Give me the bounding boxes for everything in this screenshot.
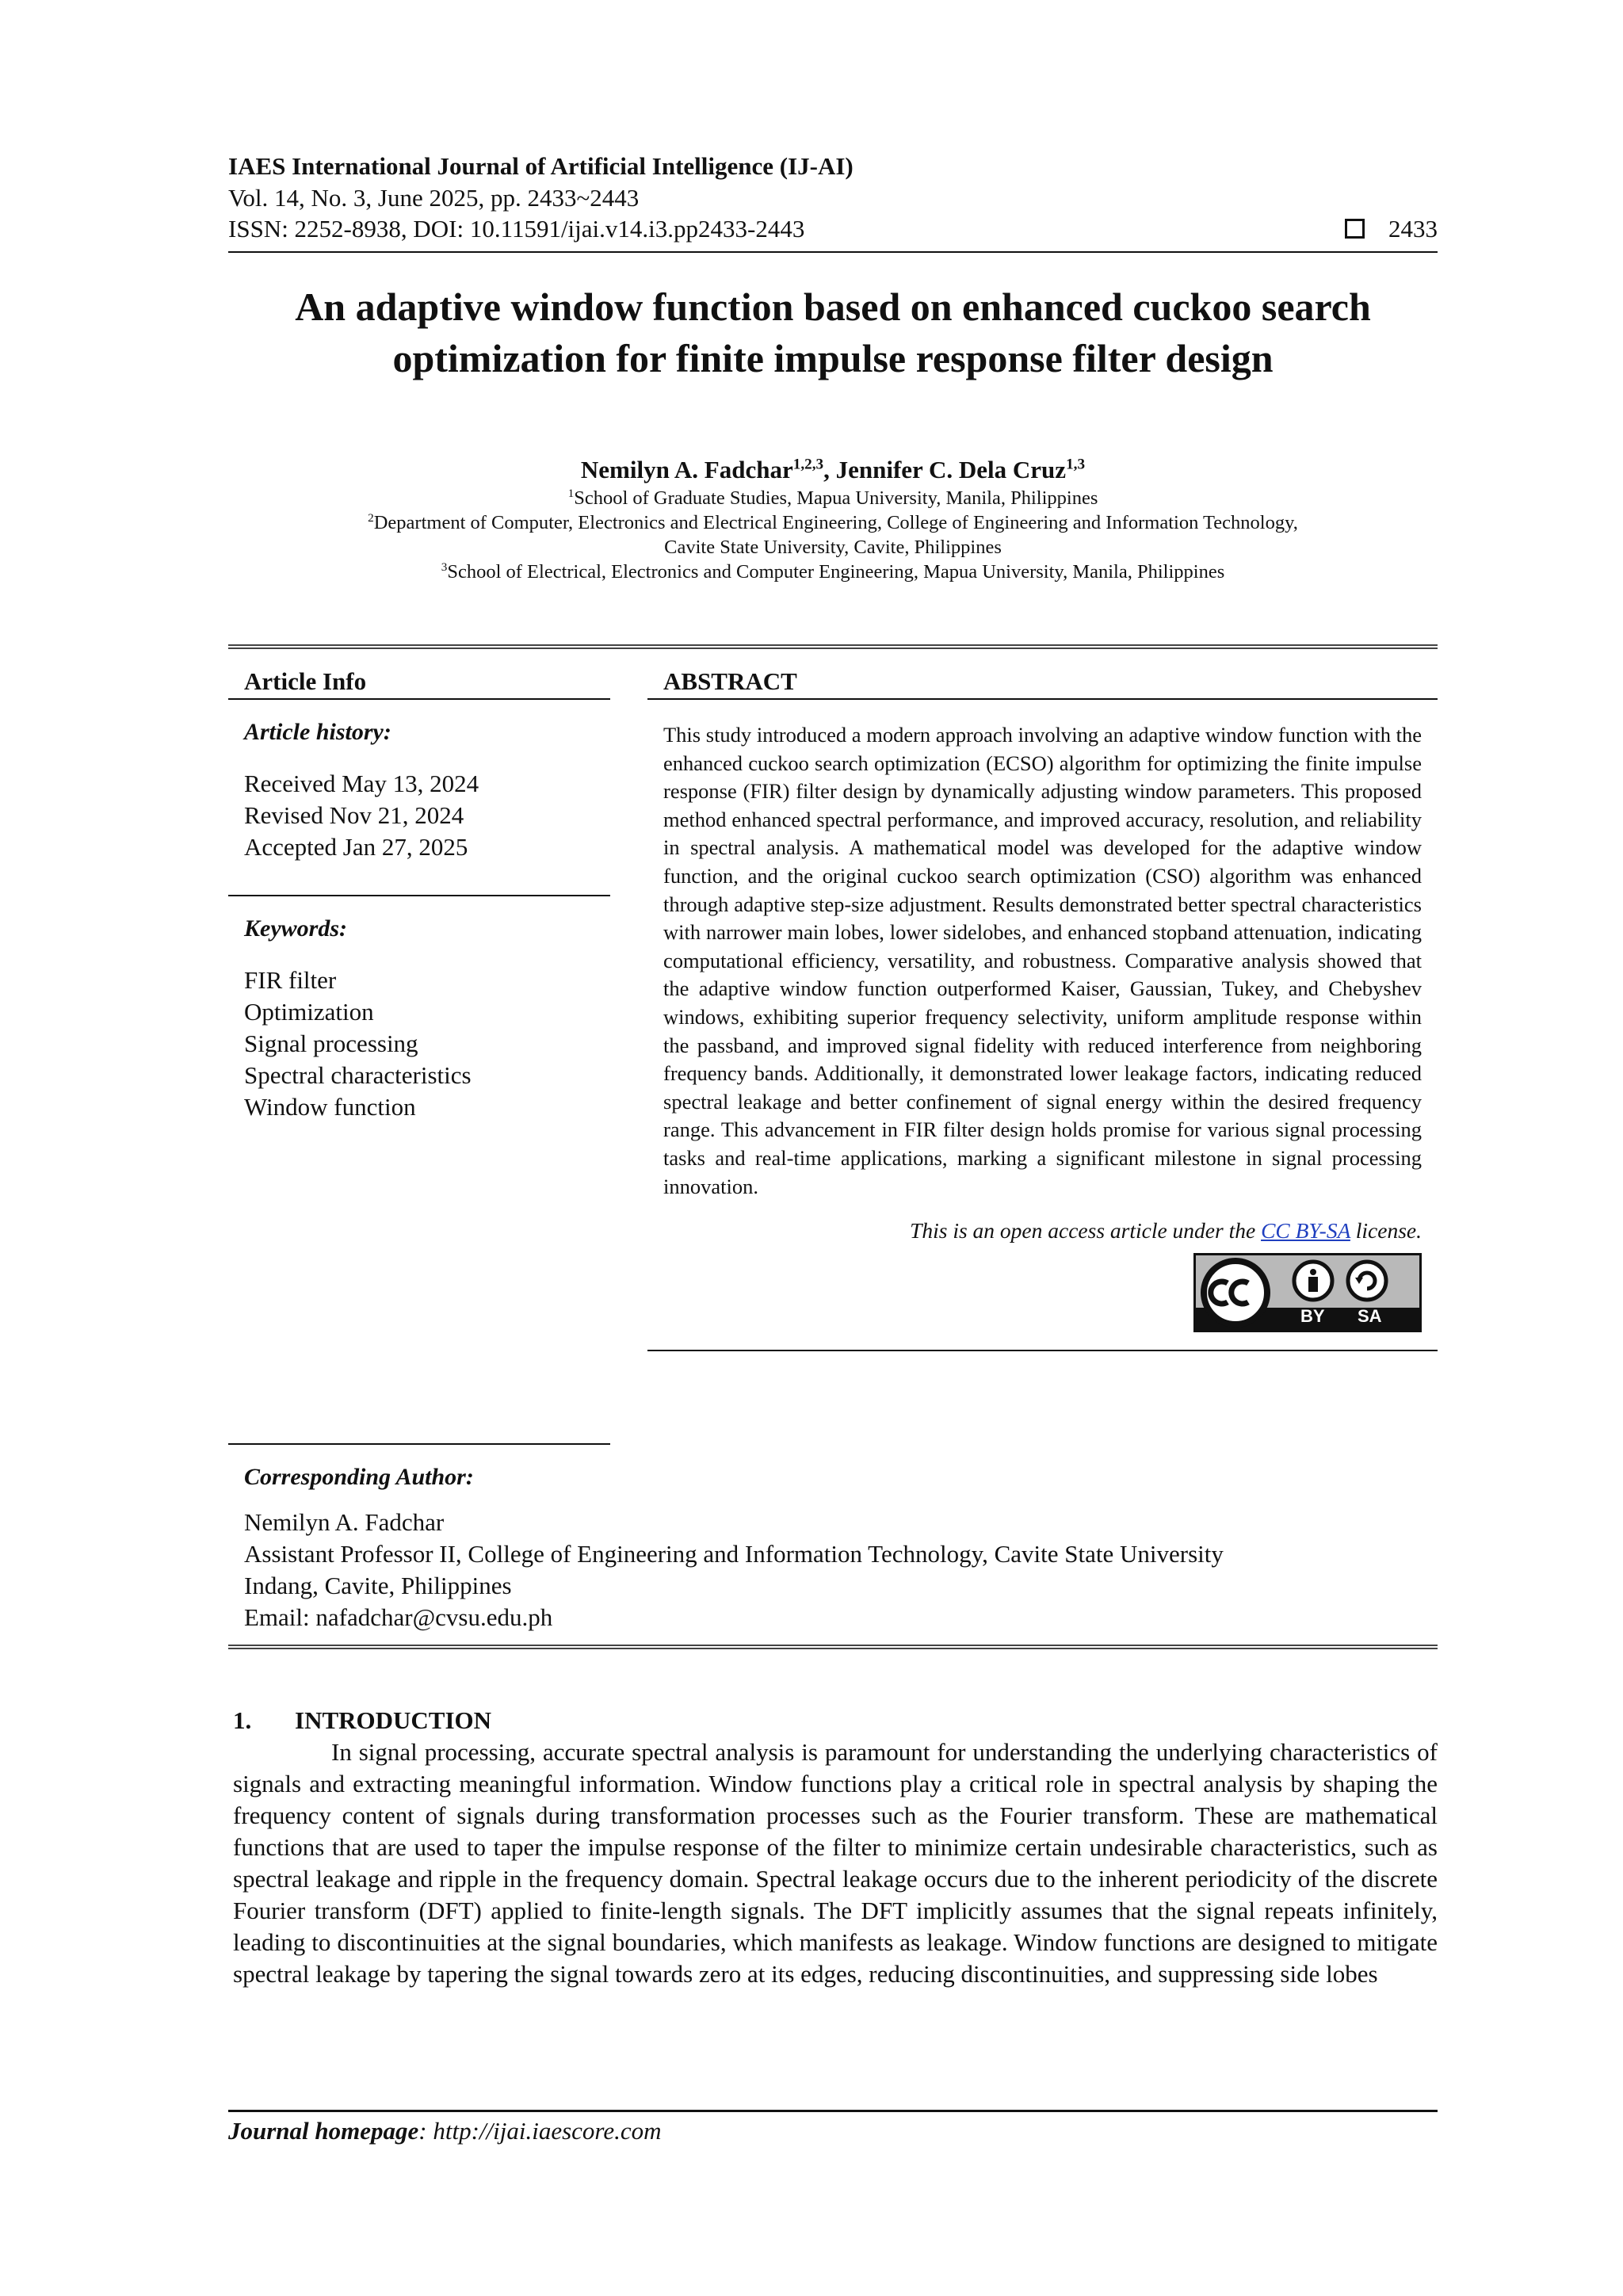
- corresponding-name: Nemilyn A. Fadchar: [244, 1508, 445, 1536]
- affiliation-superscript: 3: [441, 560, 448, 574]
- affiliation-text: School of Graduate Studies, Mapua University, Manila, Philippines: [574, 487, 1098, 509]
- affiliations: [228, 486, 1438, 584]
- keyword-item: Window function: [244, 1093, 416, 1121]
- section-heading: [228, 1705, 1438, 1736]
- divider: [228, 895, 610, 896]
- info-bottom-rule: [228, 1645, 1438, 1649]
- keyword-item: Signal processing: [244, 1030, 418, 1057]
- header-rule: [228, 251, 1438, 253]
- author-separator: ,: [823, 456, 836, 483]
- author-superscript: 1,2,3: [792, 456, 824, 473]
- history-item: Received May 13, 2024: [244, 770, 479, 797]
- corresponding-author-details: [228, 1507, 1438, 1633]
- license-statement: [647, 1217, 1438, 1245]
- section-title: INTRODUCTION: [295, 1706, 492, 1734]
- article-history-label: Article history:: [244, 719, 391, 745]
- info-top-rule: [228, 644, 1438, 649]
- corresponding-email[interactable]: Email: nafadchar@cvsu.edu.ph: [244, 1603, 553, 1631]
- info-columns: [228, 667, 1438, 1445]
- corresponding-author-block: [228, 1462, 1438, 1649]
- affiliation-line: [228, 560, 1438, 584]
- paper-page: [228, 151, 1438, 1990]
- license-suffix: license.: [1355, 1218, 1422, 1244]
- keyword-item: Spectral characteristics: [244, 1061, 472, 1089]
- journal-footer: [228, 2110, 1438, 2145]
- article-history-list: [228, 768, 610, 863]
- cc-sa-label: SA: [1358, 1306, 1382, 1327]
- affiliation-text: Cavite State University, Cavite, Philippines: [664, 537, 1002, 558]
- keywords-list: [228, 965, 610, 1123]
- corresponding-position: Assistant Professor II, College of Engineering and Information Technology, Cavite State University: [244, 1540, 1224, 1568]
- section-number: 1.: [233, 1706, 252, 1734]
- license-prefix: This is an open access article under the: [910, 1218, 1256, 1244]
- abstract-column: [647, 667, 1438, 1445]
- cc-by-sa-badge[interactable]: [1193, 1253, 1422, 1332]
- introduction-paragraph: In signal processing, accurate spectral analysis is paramount for understanding the underlying characteristics of signals and extracting meaningful information. Window functions play a critical role in spectral analysis by shaping the frequency content of signals during transformation processes such as the Fourier transform. These are mathematical functions that are used to taper the impulse response of the filter to minimize certain undesirable characteristics, such as spectral leakage and ripple in the frequency domain. Spectral leakage occurs due to the inherent periodicity of the discrete Fourier transform (DFT) applied to finite-length signals. The DFT implicitly assumes that the signal repeats infinitely, leading to discontinuities at the signal boundaries, which manifests as leakage. Window functions are designed to mitigate spectral leakage by tapering the signal towards zero at its edges, reducing discontinuities, and suppressing side lobes: [233, 1738, 1438, 1988]
- cc-by-label: BY: [1300, 1306, 1325, 1327]
- square-icon: [1345, 219, 1365, 239]
- affiliation-superscript: 2: [368, 510, 374, 525]
- paper-title: An adaptive window function based on enhanced cuckoo search optimization for finite impulse response filter design: [295, 285, 1371, 380]
- author-name: Nemilyn A. Fadchar: [580, 456, 793, 483]
- journal-name: IAES International Journal of Artificial Intelligence (IJ-AI): [228, 152, 854, 180]
- abstract-heading: ABSTRACT: [647, 667, 1438, 700]
- history-item: Revised Nov 21, 2024: [244, 801, 464, 829]
- corresponding-author-label: Corresponding Author:: [244, 1464, 474, 1490]
- article-info-column: [228, 667, 610, 1445]
- authors: [228, 454, 1438, 486]
- issn-doi-line: ISSN: 2252-8938, DOI: 10.11591/ijai.v14.i3.pp2433-2443: [228, 215, 805, 243]
- footer-url[interactable]: : http://ijai.iaescore.com: [418, 2117, 662, 2145]
- cc-badge-wrap: [647, 1253, 1438, 1332]
- author-superscript: 1,3: [1066, 456, 1086, 473]
- footer-label: Journal homepage: [228, 2117, 419, 2145]
- affiliation-line: [228, 535, 1438, 560]
- keywords-label: Keywords:: [244, 915, 347, 942]
- journal-header: [228, 151, 1438, 253]
- page-number: 2433: [1388, 215, 1438, 243]
- corresponding-location: Indang, Cavite, Philippines: [244, 1572, 512, 1599]
- affiliation-text: Department of Computer, Electronics and Electrical Engineering, College of Engineering and Information Technology,: [373, 512, 1298, 533]
- author-name: Jennifer C. Dela Cruz: [835, 456, 1067, 483]
- introduction-section: [228, 1705, 1438, 1990]
- volume-line: Vol. 14, No. 3, June 2025, pp. 2433~2443: [228, 184, 640, 212]
- affiliation-line: [228, 510, 1438, 535]
- abstract-text: This study introduced a modern approach involving an adaptive window function with the enhanced cuckoo search optimization (ECSO) algorithm for optimizing the finite impulse response (FIR) filter design by dynamically adjusting window parameters. This proposed method enhanced spectral performance, and improved accuracy, resolution, and reliability in spectral analysis. A mathematical model was developed for the adaptive window function, and the original cuckoo search optimization (CSO) algorithm was enhanced through adaptive step-size adjustment. Results demonstrated better spectral characteristics with narrower main lobes, lower sidelobes, and enhanced stopband attenuation, indicating computational efficiency, versatility, and robustness. Comparative analysis showed that the adaptive window function outperformed Kaiser, Gaussian, Tukey, and Chebyshev windows, exhibiting superior frequency selectivity, uniform amplitude response within the passband, and improved signal fidelity with reduced interference from neighboring frequency bands. Additionally, it demonstrated lower leakage factors, indicating reduced spectral leakage and better confinement of signal energy within the desired frequency range. This advancement in FIR filter design holds promise for various signal processing tasks and real-time applications, marking a significant milestone in signal processing innovation.: [663, 723, 1422, 1198]
- affiliation-line: [228, 486, 1438, 510]
- keyword-item: Optimization: [244, 998, 374, 1026]
- affiliation-text: School of Electrical, Electronics and Computer Engineering, Mapua University, Manila, Philippines: [447, 561, 1225, 583]
- license-link[interactable]: CC BY-SA: [1261, 1218, 1350, 1244]
- article-info-heading: Article Info: [228, 667, 610, 700]
- keyword-item: FIR filter: [244, 966, 337, 994]
- divider: [647, 1350, 1438, 1351]
- divider: [228, 1443, 610, 1445]
- history-item: Accepted Jan 27, 2025: [244, 833, 468, 861]
- affiliation-superscript: 1: [567, 486, 575, 500]
- sa-icon: [1348, 1262, 1386, 1300]
